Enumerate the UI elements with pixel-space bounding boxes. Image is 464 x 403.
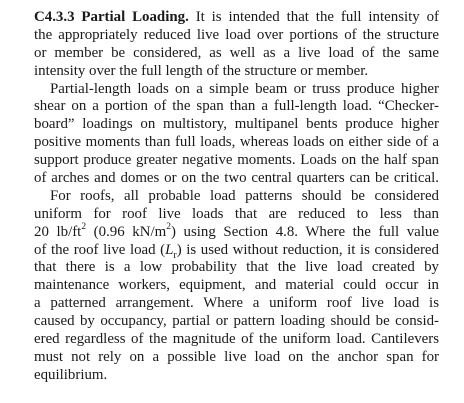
paragraph-1-line-1 — [34, 9, 439, 27]
paragraph-1-line-3: or member be considered, as well as a live load of the same — [34, 44, 439, 61]
lr-text-a: of the roof live load ( — [34, 241, 166, 258]
units-text-d: ) using Section 4.8. Where the full value — [170, 223, 439, 240]
paragraph-2-line-3: board” loadings on multistory, multipanel bents produce higher — [34, 116, 439, 133]
paragraph-3-line-7: a patterned arrangement. Where a uniform roof live load is — [34, 295, 439, 312]
paragraph-2-line-5: support produce greater negative moments. Loads on the half span — [34, 152, 439, 169]
paragraph-2-line-1: Partial-length loads on a simple beam or truss produce higher — [50, 80, 439, 97]
paragraph-3-line-10: must not rely on a possible live load on the anchor span for — [34, 348, 439, 365]
paragraph-1-line-4: intensity over the full length of the structure or member. — [34, 62, 369, 79]
paragraph-1-text-1: It is intended that the full intensity of — [195, 9, 439, 25]
paragraph-3-line-9: ered regardless of the magnitude of the uniform load. Cantilevers — [34, 331, 439, 348]
lr-symbol: L — [165, 241, 174, 258]
section-heading: C4.3.3 Partial Loading. — [34, 9, 189, 25]
paragraph-1-line-2: the appropriately reduced live load over portions of the structure — [34, 26, 439, 43]
paragraph-2-line-6: of arches and domes or on the two central quarters can be critical. — [34, 170, 439, 187]
superscript-2: 2 — [81, 221, 87, 232]
paragraph-2-line-4: positive moments than full loads, whereas loads on either side of a — [34, 134, 439, 151]
paragraph-3-line-3 — [34, 221, 439, 242]
units-text-b: lb/ft — [56, 223, 82, 240]
units-text-a: 20 — [34, 223, 57, 240]
section-body — [34, 9, 439, 385]
paragraph-3-line-11: equilibrium. — [34, 366, 108, 383]
paragraph-3-line-8: caused by occupancy, partial or pattern loading should be consid- — [34, 313, 439, 330]
paragraph-2-line-2: shear on a portion of the span than a full-length load. “Checker- — [34, 98, 439, 115]
paragraph-3-line-4 — [34, 242, 439, 260]
lr-subscript: r — [173, 249, 177, 261]
superscript-2b: 2 — [166, 221, 171, 232]
paragraph-3-line-2: uniform for roof live loads that are reduced to less than — [34, 205, 439, 222]
units-text-c: (0.96 kN/m — [86, 223, 167, 240]
lr-text-b: ) is used without reduction, it is considered — [176, 241, 439, 258]
paragraph-3-line-5: that there is a low probability that the live load created by — [34, 259, 439, 276]
paragraph-3-line-1: For roofs, all probable load patterns should be considered — [50, 187, 439, 204]
paragraph-3-line-6: maintenance workers, equipment, and material could occur in — [34, 277, 439, 294]
